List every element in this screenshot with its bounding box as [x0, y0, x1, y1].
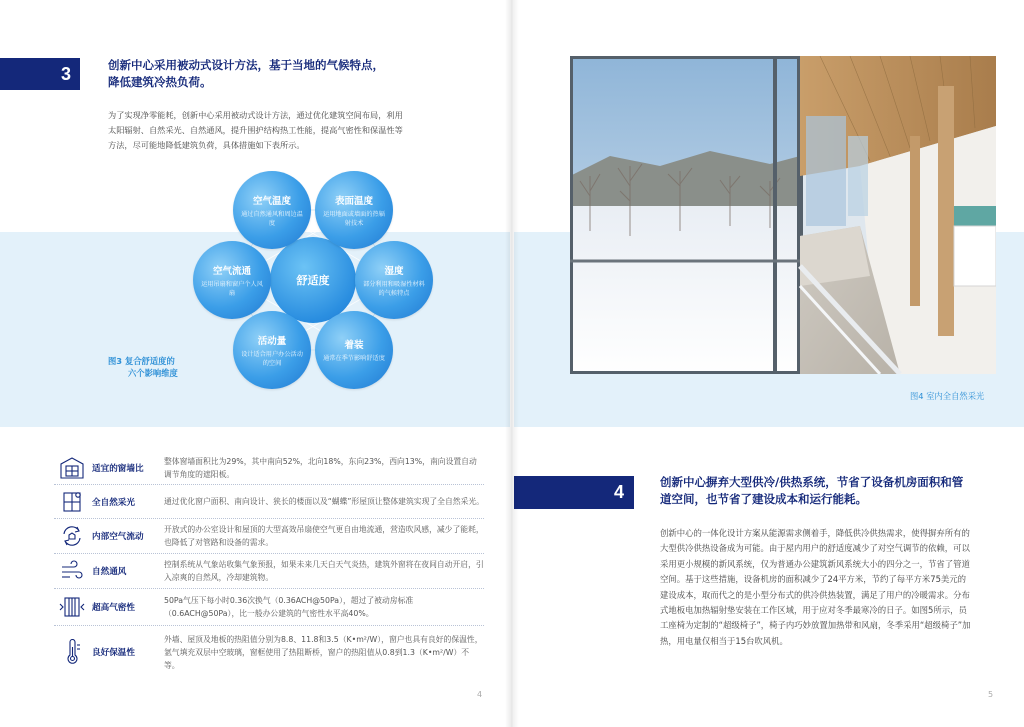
center-node-comfort: [270, 237, 356, 323]
thermometer-icon: [54, 634, 90, 670]
table-row: [54, 519, 484, 554]
node-title: 空气温度: [252, 195, 291, 207]
table-row: [54, 554, 484, 589]
passive-design-table: [54, 452, 484, 678]
feature-label: 内部空气流动: [92, 532, 144, 542]
node-humidity: [355, 241, 433, 319]
section-heading: 创新中心采用被动式设计方法，基于当地的气候特点，降低建筑冷热负荷。: [108, 58, 384, 89]
page-number-right: 5: [988, 690, 994, 699]
left-page: [0, 0, 510, 727]
interior-daylight-photo: [570, 56, 996, 374]
caption-line-1: 图3 复合舒适度的: [108, 356, 175, 366]
node-desc: 运用地面或墙面的热辐射技术: [323, 210, 385, 227]
node-desc: 设计适合用户办公活动的空间: [241, 350, 303, 367]
right-page: [514, 0, 1024, 727]
caption-line-2: 六个影响维度: [128, 368, 178, 378]
feature-label: 全自然采光: [92, 497, 135, 508]
feature-desc: 外墙、屋顶及地板的热阻值分别为8.8、11.8和3.5（K•m²/W），窗户也具有良好的保温性，氩气填充双层中空玻璃，窗框使用了热阻断桥，窗户的热阻值从0.8到1.3（K•m²/W）不等。: [164, 634, 483, 670]
section-heading: 创新中心摒弃大型供冷/供热系统，节省了设备机房面积和管道空间，也节省了建设成本和运行能耗。: [660, 475, 964, 506]
feature-desc: 开放式的办公室设计和屋顶的大型高效吊扇使空气更自由地流通，营造吹风感，减少了能耗，也降低了对管路和设备的需求。: [164, 525, 484, 547]
section-number: 3: [60, 63, 71, 84]
airtight-icon: [54, 589, 90, 625]
natural-ventilation-icon: [54, 553, 90, 589]
node-activity: [233, 311, 311, 389]
book-gutter: [505, 0, 519, 727]
body-paragraph: 创新中心的一体化设计方案从能源需求侧着手，降低供冷供热需求，使得摒弃所有的大型供冷供热设备成为可能。由于屋内用户的舒适度减少了对空气调节的依赖，可以采用更小规模的新风系统，仅为普通办公建筑新风系统大小的四分之一，节省了管道空间。基于这些措施，设备机房的面积减少了24平方米，节约了每平方米75美元的建设成本，取而代之的是小型分布式的供冷供热装置，满足了用户的冷暖需求。分布式地板电加热辐射垫安装在工作区域，用于应对冬季最寒冷的日子。如图5所示，员工座椅为定制的“超级椅子”，椅子内巧妙放置加热带和风扇，冬季采用“超级椅子”加热，用电量仅相当于15台吹风机。: [660, 528, 971, 646]
figure-3-caption: [108, 355, 208, 379]
feature-label: 良好保温性: [92, 648, 135, 658]
node-title: 湿度: [384, 265, 404, 277]
page-number-left: 4: [477, 690, 483, 699]
table-row: [54, 452, 484, 485]
table-row: [54, 589, 484, 626]
feature-desc: 整体窗墙面积比为29%，其中南向52%，北向18%，东向23%，西向13%，南向设置自动调节角度的遮阳板。: [164, 457, 477, 479]
feature-desc: 50Pa气压下每小时0.36次换气（0.36ACH@50Pa），超过了被动房标准（0.6ACH@50Pa），比一般办公建筑的气密性水平高40%。: [164, 596, 414, 618]
comfort-diagram: [180, 160, 480, 400]
node-desc: 通常在季节影响舒适度: [323, 355, 385, 362]
node-air-temperature: [233, 171, 311, 249]
feature-desc: 通过优化窗户面积、南向设计、狭长的楼面以及“蝴蝶”形屋顶让整体建筑实现了全自然采光。: [164, 497, 484, 506]
node-clothing: [315, 311, 393, 389]
figure-4-caption: 图4 室内全自然采光: [910, 391, 985, 401]
node-surface-temperature: [315, 171, 393, 249]
node-desc: 通过自然通风和周边温度: [241, 210, 303, 227]
feature-desc: 控制系统从气象站收集气象预报，如果未来几天白天气炎热，建筑外窗将在夜间自动开启，引入凉爽的自然风，冷却建筑物。: [164, 560, 484, 582]
center-node-label: 舒适度: [296, 274, 330, 287]
feature-label: 超高气密性: [92, 603, 135, 613]
table-row: [54, 626, 484, 678]
section-number-badge: [514, 476, 634, 509]
node-title: 空气流通: [212, 265, 251, 277]
node-title: 表面温度: [334, 195, 373, 207]
section-number: 4: [613, 482, 624, 502]
feature-label: 自然通风: [92, 567, 127, 577]
daylight-icon: [54, 484, 90, 520]
corridor-photo-illustration: [570, 56, 996, 374]
feature-label: 适宜的窗墙比: [92, 464, 144, 474]
node-desc: 运用吊扇和窗户个人风扇: [201, 280, 263, 297]
air-circulation-icon: [54, 518, 90, 554]
node-air-flow: [193, 241, 271, 319]
intro-paragraph: 为了实现净零能耗，创新中心采用被动式设计方法，通过优化建筑空间布局，利用太阳辐射、自然采光、自然通风，提升围护结构热工性能，提高气密性和保温性等方法，尽可能地降低建筑负荷，具体措施如下表所示。: [108, 110, 403, 150]
node-desc: 部分利用和吸湿性材料的气候特点: [363, 280, 425, 297]
table-row: [54, 485, 484, 519]
section-number-badge: [0, 58, 80, 90]
node-title: 活动量: [257, 335, 287, 347]
window-icon: [54, 450, 90, 486]
node-title: 着装: [344, 340, 364, 351]
